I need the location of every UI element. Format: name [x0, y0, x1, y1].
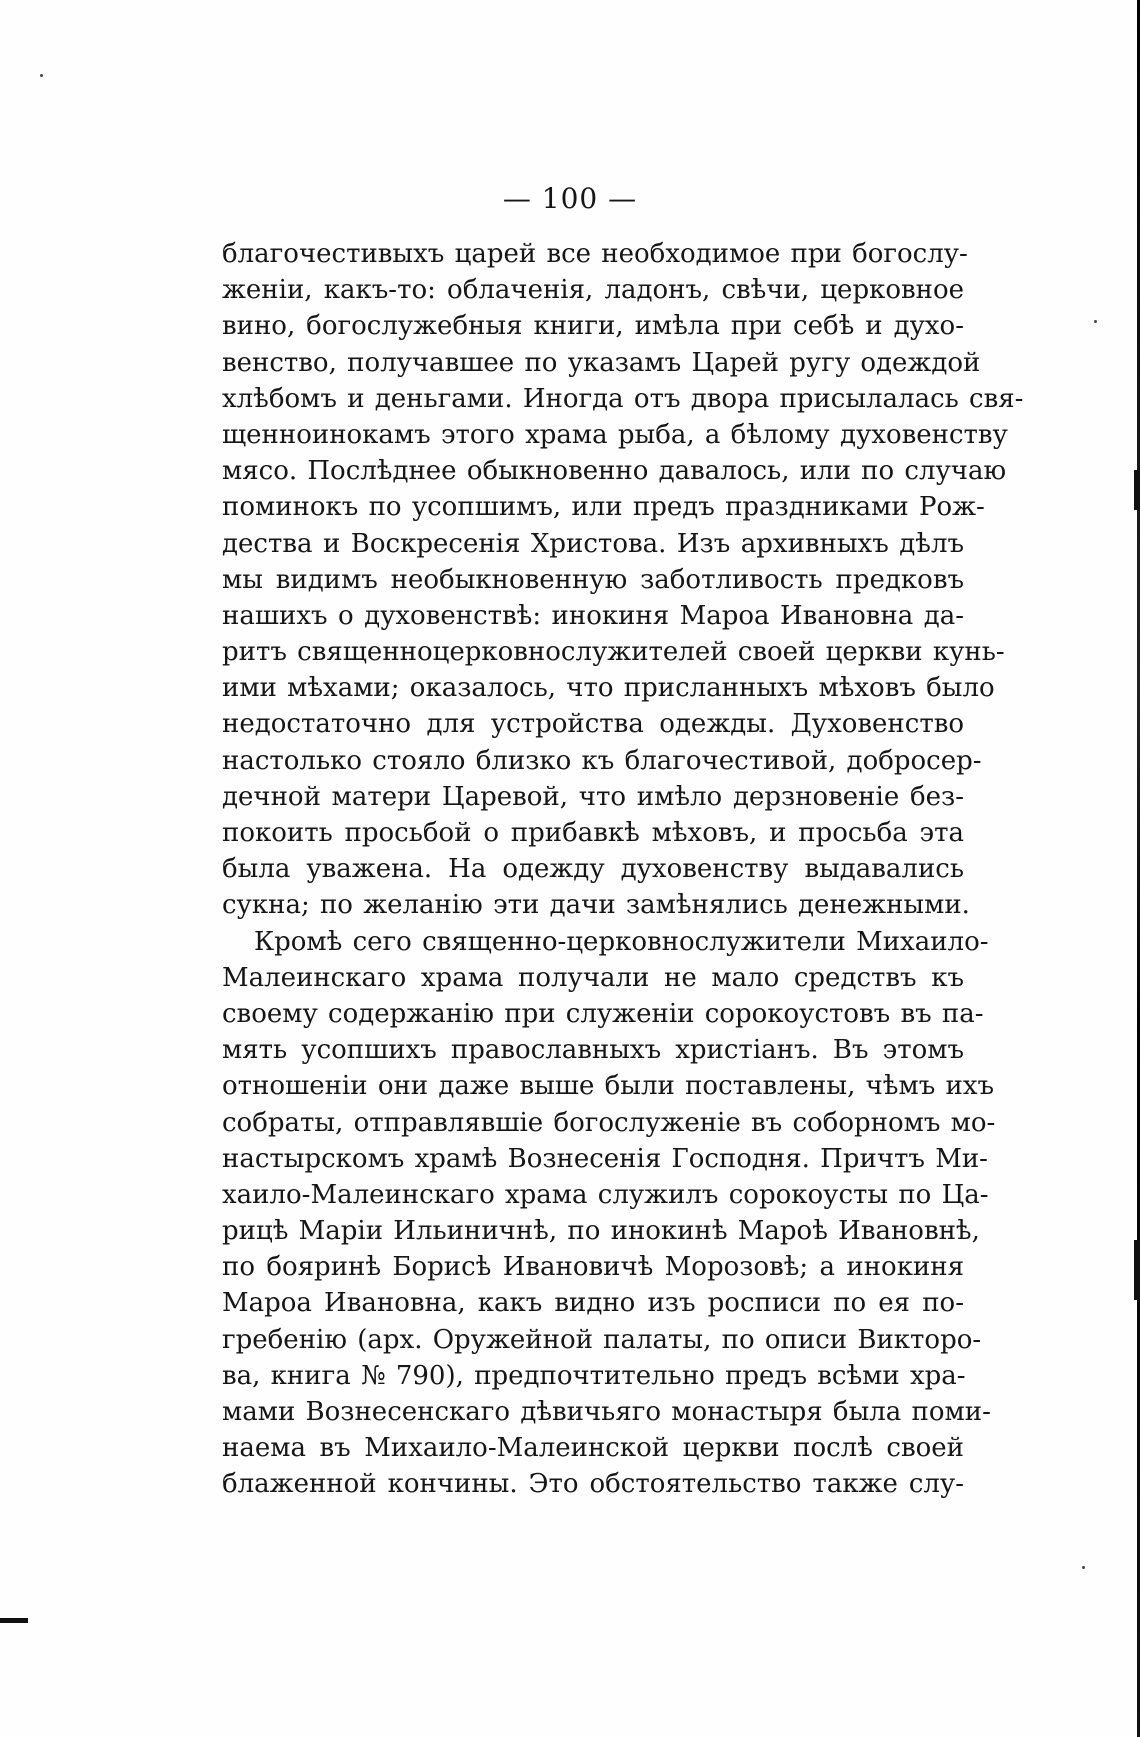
text-line: мами Вознесенскаго дѣвичьяго монастыря была поми-	[222, 1397, 991, 1427]
text-line: сукна; по желанію эти дачи замѣнялись денежными.	[222, 890, 970, 921]
text-line: мять усопшихъ православныхъ христіанъ. Въ этомъ	[222, 1035, 964, 1066]
text-line: наема въ Михаило-Малеинской церкви послѣ своей	[222, 1433, 964, 1464]
text-line: ритъ священноцерковнослужителей своей церкви кунь-	[222, 637, 1005, 668]
text-line: хаило-Малеинскаго храма служилъ сорокоусты по Ца-	[222, 1179, 989, 1210]
scan-speck	[1082, 1566, 1085, 1569]
text-line: Малеинскаго храма получали не мало средствъ къ	[222, 962, 964, 993]
paragraph-2	[222, 924, 996, 1503]
scan-speck	[40, 74, 43, 77]
text-line: недостаточно для устройства одежды. Духовенство	[222, 709, 964, 740]
text-line: женіи, какъ-то: облаченія, ладонъ, свѣчи, церковное	[222, 275, 964, 306]
text-line: нашихъ о духовенствѣ: инокиня Мароа Ивановна да-	[222, 600, 964, 631]
body-text	[222, 236, 1024, 1503]
text-line: покоить просьбой о прибавкѣ мѣховъ, и просьба эта	[222, 818, 964, 848]
text-line: была уважена. На одежду духовенству выдавались	[222, 854, 964, 885]
text-line: благочестивыхъ царей все необходимое при богослу-	[222, 239, 968, 269]
text-line: рицѣ Маріи Ильиничнѣ, по инокинѣ Мароѣ Ивановнѣ,	[222, 1216, 980, 1247]
text-line: отношеніи они даже выше были поставлены, чѣмъ ихъ	[222, 1071, 995, 1102]
scan-corner-mark	[0, 1618, 28, 1623]
text-line: настырскомъ храмѣ Вознесенія Господня. Причтъ Ми-	[222, 1143, 988, 1174]
text-line: венство, получавшее по указамъ Царей ругу одеждой	[222, 347, 981, 378]
text-line: поминокъ по усопшимъ, или предъ праздниками Рож-	[222, 492, 985, 523]
text-line: своему содержанію при служеніи сорокоустовъ въ па-	[222, 998, 984, 1029]
text-line: дества и Воскресенія Христова. Изъ архивныхъ дѣлъ	[222, 528, 964, 559]
text-line: хлѣбомъ и деньгами. Иногда отъ двора присылалась свя-	[222, 383, 1024, 414]
text-line: Мароа Ивановна, какъ видно изъ росписи по ея по-	[222, 1288, 964, 1319]
text-line: щенноинокамъ этого храма рыба, а бѣлому духовенству	[222, 419, 1008, 450]
text-line: собраты, отправлявшіе богослуженіе въ соборномъ мо-	[222, 1107, 996, 1138]
text-line: настолько стояло близко къ благочестивой, добросер-	[222, 745, 982, 776]
text-line: гребенію (арх. Оружейной палаты, по описи Викторо-	[222, 1324, 982, 1355]
text-line: ими мѣхами; оказалось, что присланныхъ мѣховъ было	[222, 673, 995, 704]
text-line: мясо. Послѣднее обыкновенно давалось, или по случаю	[222, 456, 1007, 487]
text-line: по бояринѣ Борисѣ Ивановичѣ Морозовѣ; а инокиня	[222, 1252, 964, 1283]
paragraph-1	[222, 236, 1024, 924]
text-line: мы видимъ необыкновенную заботливость предковъ	[222, 564, 964, 595]
text-line: блаженной кончины. Это обстоятельство также слу-	[222, 1469, 964, 1500]
scan-edge-mark	[1134, 1240, 1140, 1300]
text-line: ва, книга № 790), предпочтительно предъ всѣми хра-	[222, 1360, 966, 1391]
text-line: вино, богослужебныя книги, имѣла при себѣ и духо-	[222, 311, 964, 342]
scan-edge-mark	[1134, 470, 1140, 510]
scan-speck	[1094, 320, 1097, 323]
page-number: — 100 —	[502, 182, 638, 215]
text-line: дечной матери Царевой, что имѣло дерзновеніе без-	[222, 781, 964, 812]
text-line: Кромѣ сего священно-церковнослужители Михаило-	[254, 926, 989, 957]
